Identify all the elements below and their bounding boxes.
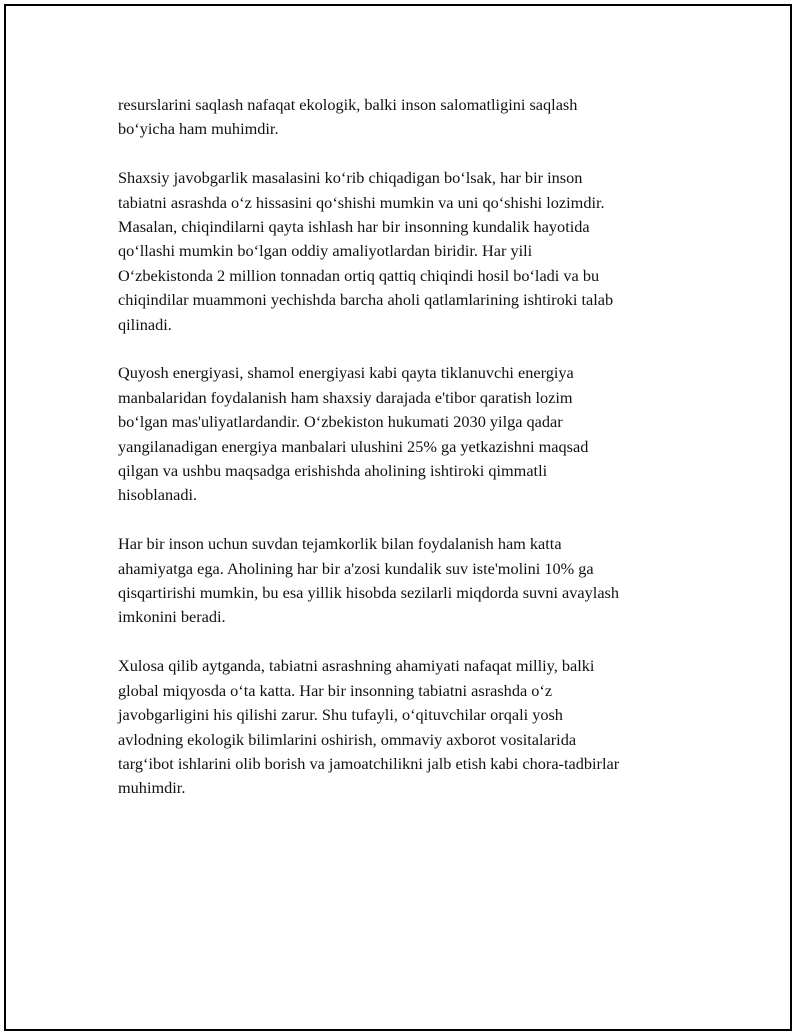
- paragraph-3: Quyosh energiyasi, shamol energiyasi kabi qayta tiklanuvchi energiya manbalaridan foydalanish ham shaxsiy darajada e'tibor qaratish lozim bo‘lgan mas'uliyatlardandir. O‘zbekiston hukumati 2030 yilga qadar yangilanadigan energiya manbalari ulushini 25% ga yetkazishni maqsad qilgan va ushbu maqsadga erishishda aholining ishtiroki qimmatli hisoblanadi.: [118, 363, 589, 505]
- paragraph-1: resurslarini saqlash nafaqat ekologik, balki inson salomatligini saqlash bo‘yicha ham muhimdir.: [118, 95, 578, 139]
- paragraph-5: Xulosa qilib aytganda, tabiatni asrashning ahamiyati nafaqat milliy, balki global miqyosda o‘ta katta. Har bir insonning tabiatni asrashda o‘z javobgarligini his qilishi zarur. Shu tufayli, o‘qituvchilar orqali yosh avlodning ekologik bilimlarini oshirish, ommaviy axborot vositalarida targ‘ibot ishlarini olib borish va jamoatchilikni jalb etish kabi chora-tadbirlar muhimdir.: [118, 656, 620, 798]
- paragraph-4: Har bir inson uchun suvdan tejamkorlik bilan foydalanish ham katta ahamiyatga ega. Aholining har bir a'zosi kundalik suv iste'molini 10% ga qisqartirishi mumkin, bu esa yillik hisobda sezilarli miqdorda suvni avaylash imkonini beradi.: [118, 534, 620, 627]
- document-body: [118, 93, 718, 825]
- paragraph-2: Shaxsiy javobgarlik masalasini ko‘rib chiqadigan bo‘lsak, har bir inson tabiatni asrashda o‘z hissasini qo‘shishi mumkin va uni qo‘shishi lozimdir. Masalan, chiqindilarni qayta ishlash har bir insonning kundalik hayotida qo‘llashi mumkin bo‘lgan oddiy amaliyotlardan biridir. Har yili O‘zbekistonda 2 million tonnadan ortiq qattiq chiqindi hosil bo‘ladi va bu chiqindilar muammoni yechishda barcha aholi qatlamlarining ishtiroki talab qilinadi.: [118, 168, 614, 334]
